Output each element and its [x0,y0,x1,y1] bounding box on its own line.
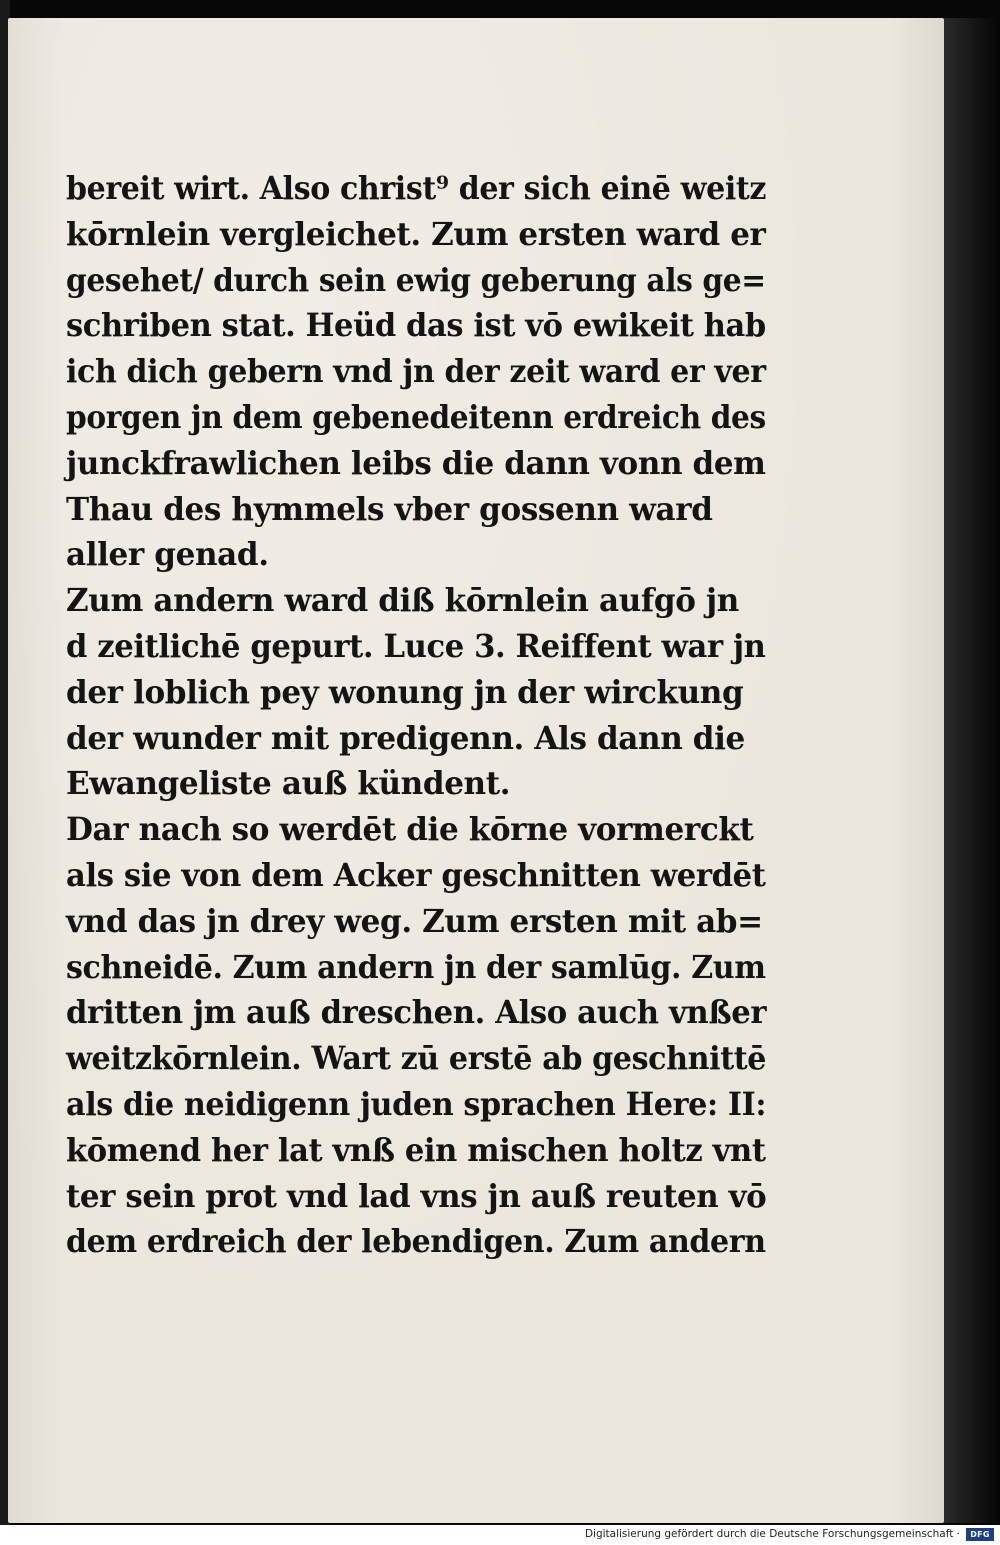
text-line: Dar nach so werdēt die kōrne vormerckt [66,811,754,849]
text-line: gesehet/ durch sein ewig geberung als ge= [66,261,766,299]
text-line: Zum andern ward diß kōrnlein aufgō jn [66,582,739,620]
text-line: weitzkōrnlein. Wart zū erstē ab geschnittē [66,1040,767,1078]
text-line: der wunder mit predigenn. Als dann die [66,719,745,757]
text-line: bereit wirt. Also christ⁹ der sich einē weitz [66,170,767,207]
scan-right-shadow [944,18,1000,1523]
text-line: schriben stat. Heüd das ist vō ewikeit hab [66,307,766,345]
text-line: kōmend her lat vnß ein mischen holtz vnt [66,1131,766,1169]
digitization-footer [0,1525,1000,1545]
text-line: Thau des hymmels vber gossenn ward [66,490,713,528]
page-text [66,166,776,1265]
book-page [8,18,944,1523]
text-line: dritten jm auß dreschen. Also auch vnßer [66,994,767,1032]
text-line: Ewangeliste auß kündent. [66,765,511,803]
text-line: kōrnlein vergleichet. Zum ersten ward er [66,215,766,253]
text-line: dem erdreich der lebendigen. Zum andern [66,1223,766,1261]
text-line: vnd das jn drey weg. Zum ersten mit ab= [66,902,763,940]
text-line: schneidē. Zum andern jn der samlūg. Zum [66,948,766,986]
text-line: als sie von dem Acker geschnitten werdēt [66,856,766,894]
funding-credit: Digitalisierung gefördert durch die Deutsche Forschungsgemeinschaft · [584,1528,960,1540]
text-line: junckfrawlichen leibs die dann vonn dem [66,444,766,482]
text-line: als die neidigenn juden sprachen Here: II: [66,1085,767,1123]
text-line: porgen jn dem gebenedeitenn erdreich des [66,398,766,436]
text-line: d zeitlichē gepurt. Luce 3. Reiffent war jn [66,627,766,665]
dfg-logo: DFG [966,1528,994,1541]
text-line: ter sein prot vnd lad vns jn auß reuten vō [66,1177,767,1215]
text-line: aller genad. [66,536,269,574]
text-line: ich dich gebern vnd jn der zeit ward er ver [66,353,766,391]
text-line: der loblich pey wonung jn der wirckung [66,673,744,711]
